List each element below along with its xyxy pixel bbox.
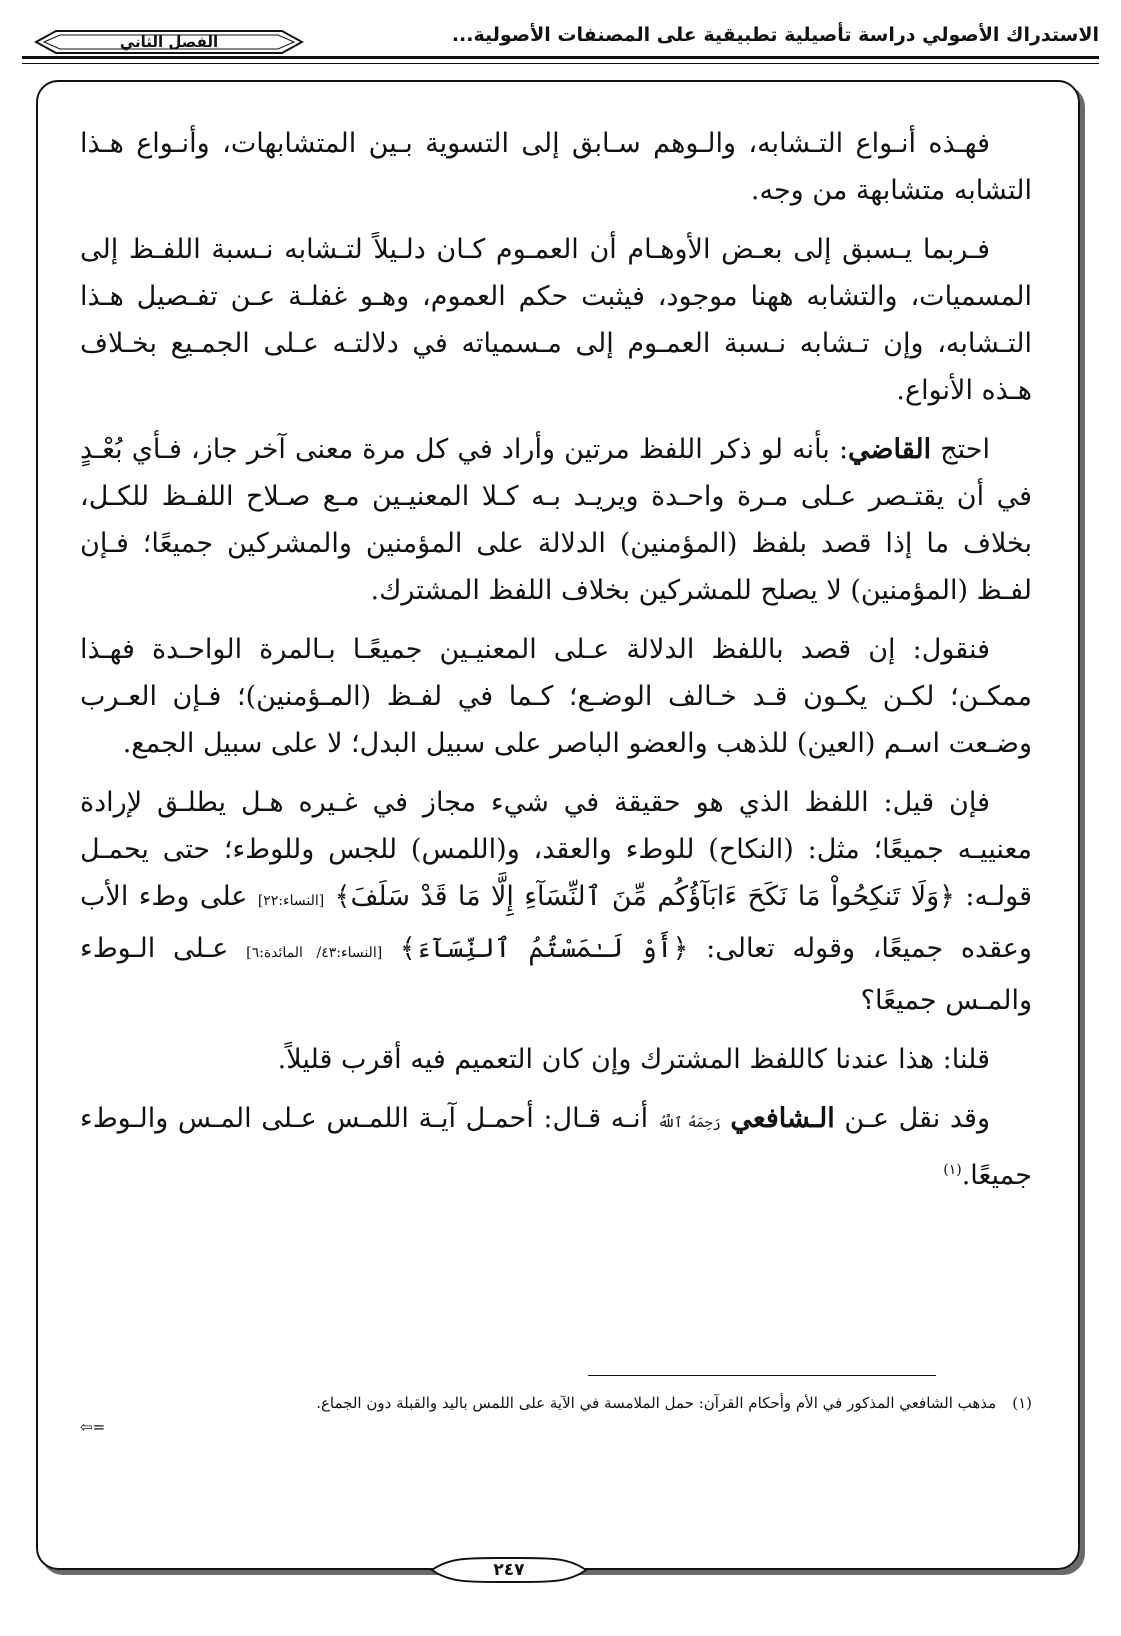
scholar-name-shafii: الـشافعي — [730, 1103, 835, 1134]
paragraph-7 — [80, 1095, 1032, 1199]
chapter-label: الفصل الثاني — [119, 33, 219, 51]
page-number: ٢٤٧ — [493, 1560, 525, 1580]
footnote-reference[interactable]: (١) — [943, 1162, 962, 1178]
verse-citation-2: [النساء:٤٣/ المائدة:٦] — [246, 945, 383, 961]
paragraph-2-text: فـربما يـسبق إلى بعـض الأوهـام أن العمـوم كـان دلـيلاً لتـشابه نـسبة اللفـظ إلى المسميات، والتشابه ههنا موجود، فيثبت حكم العموم، وهـو غفلـة عـن تفـصيل هـذا التـشابه، وإن تـشابه نـسبة العمـوم إلى مـسمياته في دلالتـه عـلى الجمـيع بخـلاف هـذه الأنواع. — [80, 234, 1032, 406]
paragraph-7-lead: وقد نقل عـن — [844, 1103, 990, 1134]
paragraph-4-text: فنقول: إن قصد باللفظ الدلالة عـلى المعنيـين جميعًـا بـالمرة الواحـدة فهـذا ممكـن؛ لكـن يكـون قـد خـالف الوضـع؛ كـما في لفـظ (المـؤمنين)؛ فـإن العـرب وضـعت اسـم (العين) للذهب والعضو الباصر على سبيل البدل؛ لا على سبيل الجمع. — [80, 634, 1032, 759]
paragraph-1 — [80, 120, 1032, 214]
paragraph-3 — [80, 426, 1032, 614]
paragraph-2 — [80, 226, 1032, 414]
header-rule — [22, 56, 1099, 59]
paragraph-1-text: فهـذه أنـواع التـشابه، والـوهم سـابق إلى التسوية بـين المتشابهات، وأنـواع هـذا التشابه متشابهة من وجه. — [80, 128, 1032, 206]
page-number-tab — [430, 1555, 588, 1585]
honorific: رَحِمَهُ ٱللَّهُ — [657, 1115, 721, 1131]
paragraph-3-lead: احتج — [940, 434, 990, 465]
footnote-1 — [80, 1392, 1032, 1414]
paragraph-6 — [80, 1036, 1032, 1083]
paragraph-5-text-c: عـلى الـوطء والمـس جميعًا؟ — [80, 933, 1032, 1016]
paragraph-5-text-a: فإن قيل: اللفظ الذي هو حقيقة في شيء مجاز في غـيره هـل يطلـق لإرادة معنييـه جميعًا؛ مثل: (النكاح) للوطء والعقد، و(اللمس) للجس وللوطء؛ حتى يحمـل قولـه: — [80, 787, 1032, 912]
footnote-number: (١) — [1012, 1394, 1032, 1412]
paragraph-3-text: : بأنه لو ذكر اللفظ مرتين وأراد في كل مرة معنى آخر جاز، فـأي بُعْـدٍ في أن يقتـصر عـلى مـرة واحـدة ويريـد بـه كـلا المعنيـين مـع صـلاح اللفـظ للكـل، بخلاف ما إذا قصد بلفظ (المؤمنين) الدلالة على المؤمنين والمشركين جميعًا؛ فـإن لفـظ (المؤمنين) لا يصلح للمشركين بخلاف اللفظ المشترك. — [80, 434, 1032, 606]
paragraph-6-text: قلنا: هذا عندنا كاللفظ المشترك وإن كان التعميم فيه أقرب قليلاً. — [277, 1044, 990, 1075]
main-text — [80, 120, 1032, 1211]
footnote-text: مذهب الشافعي المذكور في الأم وأحكام القرآن: حمل الملامسة في الآية على اللمس باليد والقبلة دون الجماع. — [316, 1394, 997, 1412]
paragraph-7-text: أنـه قـال: أحمـل آيـة اللمـس عـلى المـس والـوطء جميعًا. — [80, 1103, 1032, 1191]
scholar-name-qadi: القاضي — [848, 434, 932, 465]
footnote-separator — [588, 1375, 936, 1376]
chapter-tab — [34, 28, 304, 56]
verse-citation-1: [النساء:٢٢] — [257, 893, 325, 909]
paragraph-4 — [80, 626, 1032, 767]
quran-verse-1: ﴿وَلَا تَنكِحُواْ مَا نَكَحَ ءَابَآؤُكُم مِّنَ ٱلنِّسَآءِ إِلَّا مَا قَدْ سَلَفَ﴾ — [334, 881, 955, 912]
paragraph-5-text-b: على وطء الأب وعقده جميعًا، وقوله تعالى: — [80, 881, 1032, 964]
continuation-arrow-icon: ⇦= — [80, 1418, 106, 1436]
paragraph-5 — [80, 779, 1032, 1024]
book-title: الاستدراك الأصولي دراسة تأصيلية تطبيقية على المصنفات الأصولية... — [451, 24, 1099, 46]
quran-verse-2: ﴿أَوْ لَـٰمَسْتُمُ ٱلنِّسَآءَ﴾ — [399, 933, 689, 964]
header-rule-thin — [22, 63, 1099, 64]
